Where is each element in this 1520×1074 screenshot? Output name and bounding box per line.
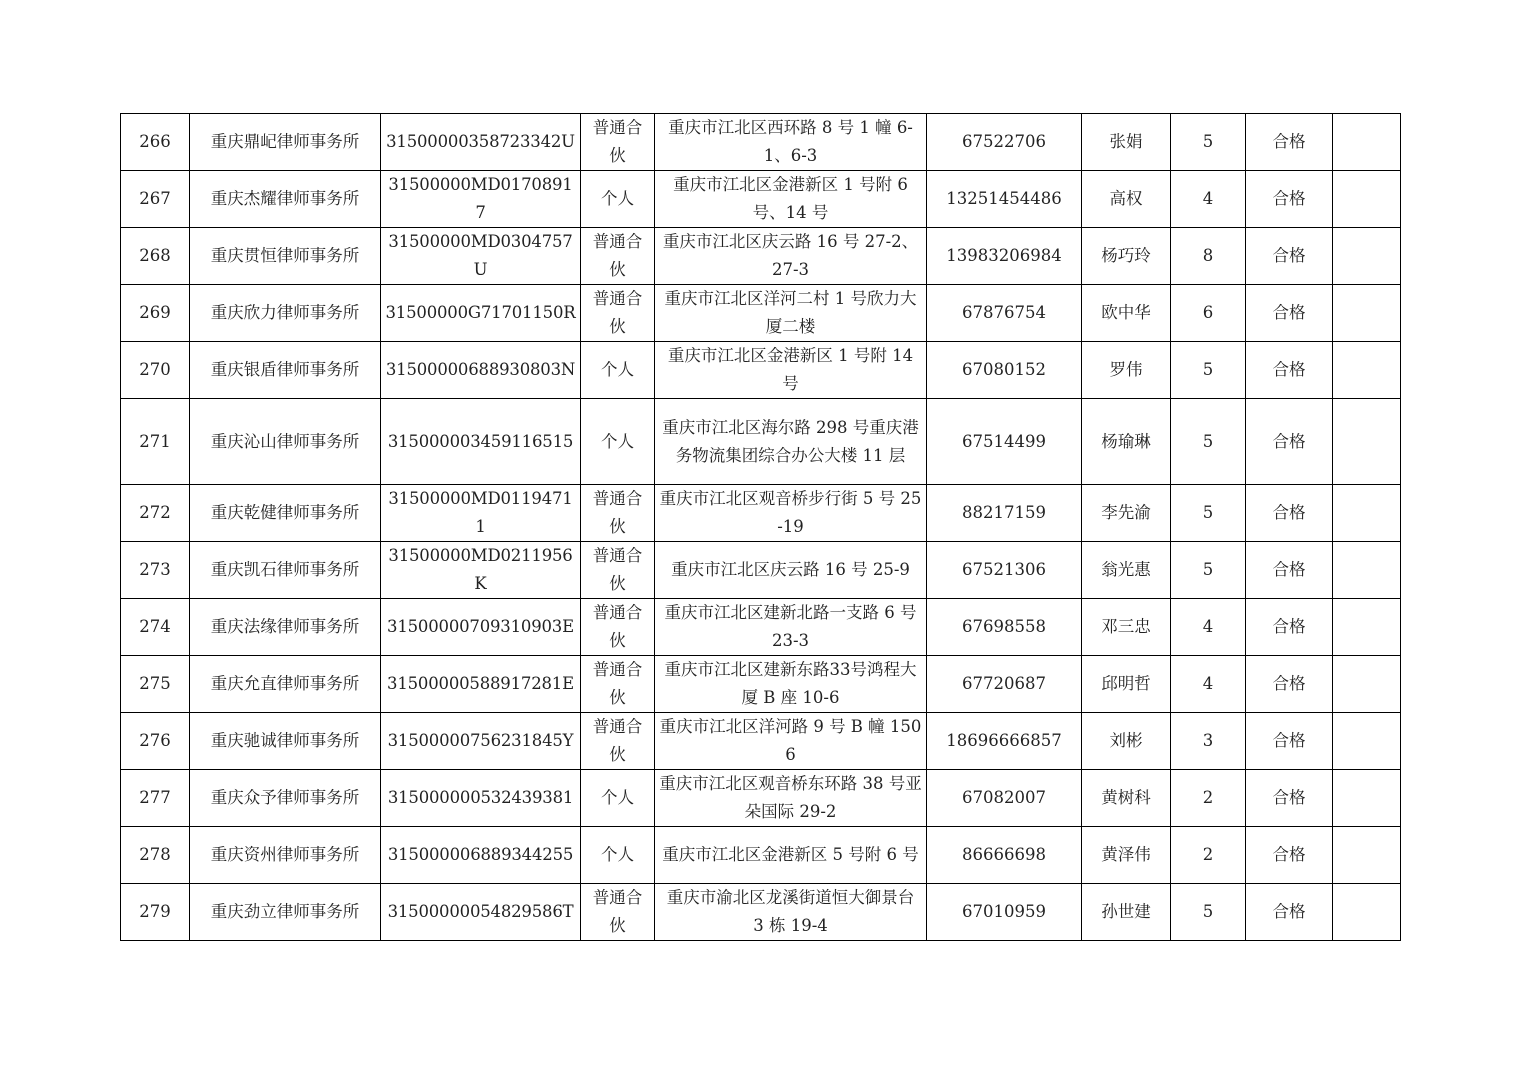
cell-phone: 88217159: [927, 485, 1082, 542]
cell-phone: 67010959: [927, 884, 1082, 941]
cell-assessment-result: 合格: [1246, 285, 1333, 342]
cell-leader: 罗伟: [1082, 342, 1171, 399]
cell-number: 278: [121, 827, 190, 884]
cell-leader: 邓三忠: [1082, 599, 1171, 656]
cell-phone: 67876754: [927, 285, 1082, 342]
cell-address: 重庆市江北区建新北路一支路 6 号 23-3: [655, 599, 927, 656]
cell-assessment-result: 合格: [1246, 713, 1333, 770]
cell-remarks: [1333, 656, 1401, 713]
cell-firm-name: 重庆劲立律师事务所: [190, 884, 381, 941]
cell-address: 重庆市江北区海尔路 298 号重庆港务物流集团综合办公大楼 11 层: [655, 399, 927, 485]
table-row: [121, 485, 1401, 542]
cell-firm-name: 重庆驰诚律师事务所: [190, 713, 381, 770]
cell-credit-code: 31500000MD01708917: [381, 171, 581, 228]
cell-number: 274: [121, 599, 190, 656]
cell-assessment-result: 合格: [1246, 599, 1333, 656]
cell-organization-type: 普通合伙: [581, 485, 655, 542]
cell-lawyer-count: 2: [1171, 770, 1246, 827]
cell-phone: 67521306: [927, 542, 1082, 599]
cell-address: 重庆市江北区金港新区 5 号附 6 号: [655, 827, 927, 884]
cell-address: 重庆市渝北区龙溪街道恒大御景台 3 栋 19-4: [655, 884, 927, 941]
cell-credit-code: 31500000MD0304757U: [381, 228, 581, 285]
cell-organization-type: 普通合伙: [581, 884, 655, 941]
cell-credit-code: 31500000MD0211956K: [381, 542, 581, 599]
table-row: [121, 399, 1401, 485]
cell-leader: 刘彬: [1082, 713, 1171, 770]
table-row: [121, 114, 1401, 171]
cell-lawyer-count: 5: [1171, 542, 1246, 599]
cell-organization-type: 普通合伙: [581, 285, 655, 342]
cell-credit-code: 31500000MD01194711: [381, 485, 581, 542]
cell-credit-code: 315000000532439381: [381, 770, 581, 827]
cell-phone: 67080152: [927, 342, 1082, 399]
cell-leader: 邱明哲: [1082, 656, 1171, 713]
cell-lawyer-count: 4: [1171, 656, 1246, 713]
cell-number: 266: [121, 114, 190, 171]
cell-organization-type: 普通合伙: [581, 228, 655, 285]
cell-organization-type: 普通合伙: [581, 114, 655, 171]
cell-number: 279: [121, 884, 190, 941]
cell-number: 270: [121, 342, 190, 399]
cell-number: 275: [121, 656, 190, 713]
cell-credit-code: 31500000756231845Y: [381, 713, 581, 770]
cell-address: 重庆市江北区西环路 8 号 1 幢 6-1、6-3: [655, 114, 927, 171]
cell-number: 277: [121, 770, 190, 827]
cell-address: 重庆市江北区洋河二村 1 号欣力大厦二楼: [655, 285, 927, 342]
cell-leader: 黄树科: [1082, 770, 1171, 827]
cell-remarks: [1333, 884, 1401, 941]
cell-assessment-result: 合格: [1246, 827, 1333, 884]
cell-remarks: [1333, 114, 1401, 171]
cell-organization-type: 个人: [581, 171, 655, 228]
cell-credit-code: 315000006889344255: [381, 827, 581, 884]
cell-leader: 欧中华: [1082, 285, 1171, 342]
cell-remarks: [1333, 827, 1401, 884]
table-row: [121, 542, 1401, 599]
cell-number: 269: [121, 285, 190, 342]
cell-credit-code: 31500000709310903E: [381, 599, 581, 656]
cell-address: 重庆市江北区洋河路 9 号 B 幢 1506: [655, 713, 927, 770]
cell-firm-name: 重庆银盾律师事务所: [190, 342, 381, 399]
cell-lawyer-count: 5: [1171, 342, 1246, 399]
cell-assessment-result: 合格: [1246, 542, 1333, 599]
cell-phone: 18696666857: [927, 713, 1082, 770]
cell-credit-code: 31500000588917281E: [381, 656, 581, 713]
cell-firm-name: 重庆沁山律师事务所: [190, 399, 381, 485]
table-row: [121, 285, 1401, 342]
cell-phone: 67698558: [927, 599, 1082, 656]
cell-number: 268: [121, 228, 190, 285]
cell-organization-type: 个人: [581, 827, 655, 884]
cell-lawyer-count: 5: [1171, 485, 1246, 542]
cell-credit-code: 31500000G71701150R: [381, 285, 581, 342]
table-row: [121, 228, 1401, 285]
cell-number: 271: [121, 399, 190, 485]
cell-phone: 67514499: [927, 399, 1082, 485]
cell-leader: 黄泽伟: [1082, 827, 1171, 884]
cell-assessment-result: 合格: [1246, 884, 1333, 941]
law-firm-table: [120, 113, 1401, 941]
cell-lawyer-count: 5: [1171, 114, 1246, 171]
cell-address: 重庆市江北区金港新区 1 号附 6 号、14 号: [655, 171, 927, 228]
cell-number: 276: [121, 713, 190, 770]
table-row: [121, 599, 1401, 656]
cell-leader: 高权: [1082, 171, 1171, 228]
cell-address: 重庆市江北区金港新区 1 号附 14 号: [655, 342, 927, 399]
cell-credit-code: 315000003459116515: [381, 399, 581, 485]
cell-number: 273: [121, 542, 190, 599]
cell-assessment-result: 合格: [1246, 342, 1333, 399]
cell-firm-name: 重庆鼎屺律师事务所: [190, 114, 381, 171]
cell-credit-code: 31500000054829586T: [381, 884, 581, 941]
cell-address: 重庆市江北区观音桥东环路 38 号亚朵国际 29-2: [655, 770, 927, 827]
cell-firm-name: 重庆法缘律师事务所: [190, 599, 381, 656]
cell-leader: 杨巧玲: [1082, 228, 1171, 285]
cell-lawyer-count: 5: [1171, 399, 1246, 485]
cell-firm-name: 重庆贯恒律师事务所: [190, 228, 381, 285]
cell-lawyer-count: 6: [1171, 285, 1246, 342]
cell-address: 重庆市江北区建新东路33号鸿程大厦 B 座 10-6: [655, 656, 927, 713]
cell-organization-type: 普通合伙: [581, 713, 655, 770]
cell-address: 重庆市江北区观音桥步行街 5 号 25-19: [655, 485, 927, 542]
cell-phone: 86666698: [927, 827, 1082, 884]
cell-assessment-result: 合格: [1246, 770, 1333, 827]
cell-remarks: [1333, 342, 1401, 399]
cell-phone: 13983206984: [927, 228, 1082, 285]
cell-organization-type: 个人: [581, 342, 655, 399]
cell-organization-type: 普通合伙: [581, 656, 655, 713]
cell-remarks: [1333, 399, 1401, 485]
cell-assessment-result: 合格: [1246, 399, 1333, 485]
table-body: [121, 114, 1401, 941]
cell-lawyer-count: 5: [1171, 884, 1246, 941]
cell-phone: 67720687: [927, 656, 1082, 713]
cell-lawyer-count: 4: [1171, 171, 1246, 228]
cell-lawyer-count: 8: [1171, 228, 1246, 285]
cell-credit-code: 31500000358723342U: [381, 114, 581, 171]
cell-leader: 孙世建: [1082, 884, 1171, 941]
cell-remarks: [1333, 542, 1401, 599]
cell-leader: 杨瑜琳: [1082, 399, 1171, 485]
cell-phone: 13251454486: [927, 171, 1082, 228]
cell-firm-name: 重庆乾健律师事务所: [190, 485, 381, 542]
table-row: [121, 884, 1401, 941]
cell-assessment-result: 合格: [1246, 656, 1333, 713]
cell-phone: 67522706: [927, 114, 1082, 171]
cell-assessment-result: 合格: [1246, 171, 1333, 228]
table-row: [121, 770, 1401, 827]
cell-lawyer-count: 3: [1171, 713, 1246, 770]
cell-remarks: [1333, 713, 1401, 770]
cell-remarks: [1333, 285, 1401, 342]
cell-address: 重庆市江北区庆云路 16 号 25-9: [655, 542, 927, 599]
cell-assessment-result: 合格: [1246, 228, 1333, 285]
cell-firm-name: 重庆凯石律师事务所: [190, 542, 381, 599]
cell-phone: 67082007: [927, 770, 1082, 827]
cell-remarks: [1333, 485, 1401, 542]
cell-lawyer-count: 4: [1171, 599, 1246, 656]
cell-leader: 翁光惠: [1082, 542, 1171, 599]
cell-remarks: [1333, 770, 1401, 827]
cell-firm-name: 重庆资州律师事务所: [190, 827, 381, 884]
cell-firm-name: 重庆允直律师事务所: [190, 656, 381, 713]
cell-remarks: [1333, 599, 1401, 656]
table-row: [121, 827, 1401, 884]
cell-number: 272: [121, 485, 190, 542]
cell-organization-type: 普通合伙: [581, 542, 655, 599]
table-row: [121, 171, 1401, 228]
cell-firm-name: 重庆欣力律师事务所: [190, 285, 381, 342]
cell-remarks: [1333, 171, 1401, 228]
cell-organization-type: 个人: [581, 399, 655, 485]
cell-firm-name: 重庆众予律师事务所: [190, 770, 381, 827]
cell-organization-type: 普通合伙: [581, 599, 655, 656]
cell-leader: 李先渝: [1082, 485, 1171, 542]
cell-assessment-result: 合格: [1246, 485, 1333, 542]
cell-number: 267: [121, 171, 190, 228]
cell-credit-code: 31500000688930803N: [381, 342, 581, 399]
table-row: [121, 342, 1401, 399]
table-row: [121, 713, 1401, 770]
cell-address: 重庆市江北区庆云路 16 号 27-2、27-3: [655, 228, 927, 285]
cell-firm-name: 重庆杰耀律师事务所: [190, 171, 381, 228]
cell-remarks: [1333, 228, 1401, 285]
table-row: [121, 656, 1401, 713]
cell-assessment-result: 合格: [1246, 114, 1333, 171]
cell-organization-type: 个人: [581, 770, 655, 827]
cell-leader: 张娟: [1082, 114, 1171, 171]
cell-lawyer-count: 2: [1171, 827, 1246, 884]
